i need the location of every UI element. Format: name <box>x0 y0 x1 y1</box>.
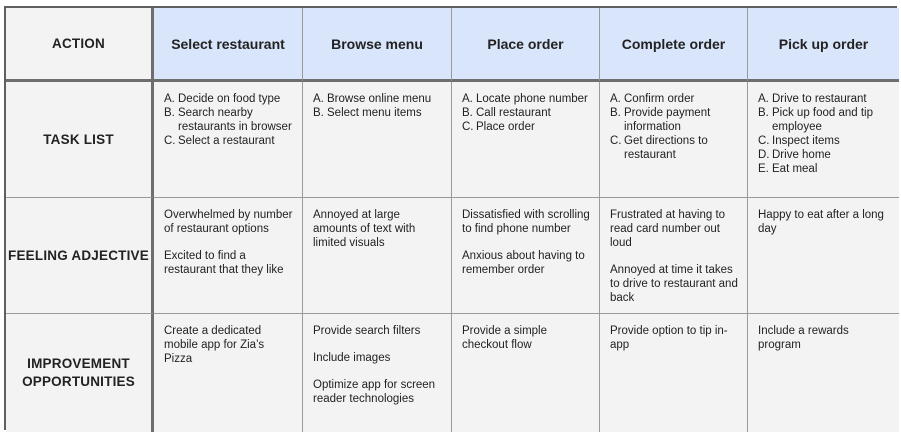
stage-header-complete-order: Complete order <box>600 8 748 82</box>
improvement-text: Provide option to tip in-app <box>610 325 728 351</box>
task-text: Drive home <box>772 149 831 161</box>
task-list-cell <box>452 82 600 198</box>
task-item <box>164 106 294 134</box>
task-marker: B. <box>462 107 473 119</box>
task-text: Search nearby restaurants in browser <box>178 107 292 133</box>
task-item <box>313 92 443 106</box>
task-list-cell <box>154 82 303 198</box>
task-text: Locate phone number <box>476 93 588 105</box>
task-item <box>610 92 739 106</box>
improvement-cell <box>303 314 452 432</box>
row-header-improvement-opportunities: IMPROVEMENT OPPORTUNITIES <box>6 314 154 432</box>
row-header-feeling-adjective: FEELING ADJECTIVE <box>6 198 154 314</box>
task-text: Provide payment information <box>624 107 711 133</box>
task-list <box>164 92 294 148</box>
task-list <box>610 92 739 162</box>
task-marker: A. <box>164 93 175 105</box>
feeling-cell <box>303 198 452 314</box>
task-text: Select menu items <box>327 107 422 119</box>
improvement-text: Provide search filters <box>313 325 421 337</box>
task-list <box>462 92 591 134</box>
task-marker: B. <box>610 107 621 119</box>
feeling-text: Anxious about having to remember order <box>462 250 585 276</box>
task-item <box>758 162 891 176</box>
stage-header-browse-menu: Browse menu <box>303 8 452 82</box>
improvement-text: Create a dedicated mobile app for Zia’s Pizza <box>164 325 265 365</box>
improvement-text: Optimize app for screen reader technologies <box>313 379 436 405</box>
task-marker: B. <box>164 107 175 119</box>
feeling-text: Annoyed at large amounts of text with limited visuals <box>313 209 416 249</box>
feeling-cell <box>154 198 303 314</box>
task-text: Select a restaurant <box>178 135 275 147</box>
task-item <box>462 92 591 106</box>
task-list-cell <box>303 82 452 198</box>
stage-header-place-order: Place order <box>452 8 600 82</box>
task-text: Decide on food type <box>178 93 281 105</box>
improvement-cell <box>600 314 748 432</box>
task-item <box>758 106 891 134</box>
feeling-text: Happy to eat after a long day <box>758 209 884 235</box>
row-header-action: ACTION <box>6 8 154 82</box>
task-item <box>610 106 739 134</box>
improvement-text: Include a rewards program <box>758 325 849 351</box>
feeling-text: Annoyed at time it takes to drive to restaurant and back <box>610 264 738 304</box>
task-text: Confirm order <box>624 93 695 105</box>
row-header-task-list: TASK LIST <box>6 82 154 198</box>
task-marker: B. <box>758 107 769 119</box>
improvement-text: Provide a simple checkout flow <box>462 325 548 351</box>
task-text: Get directions to restaurant <box>624 135 708 161</box>
task-text: Eat meal <box>772 163 818 175</box>
stage-header-select-restaurant: Select restaurant <box>154 8 303 82</box>
task-text: Inspect items <box>772 135 840 147</box>
task-item <box>758 134 891 148</box>
feeling-cell <box>748 198 899 314</box>
stage-header-pick-up-order: Pick up order <box>748 8 899 82</box>
task-text: Place order <box>476 121 535 133</box>
task-marker: A. <box>610 93 621 105</box>
task-marker: A. <box>462 93 473 105</box>
improvement-text: Include images <box>313 352 391 364</box>
task-marker: E. <box>758 163 769 175</box>
task-text: Drive to restaurant <box>772 93 867 105</box>
task-list-cell <box>748 82 899 198</box>
task-list <box>758 92 891 176</box>
feeling-cell <box>452 198 600 314</box>
improvement-cell <box>154 314 303 432</box>
feeling-text: Dissatisfied with scrolling to find phone number <box>462 209 590 235</box>
task-marker: B. <box>313 107 324 119</box>
task-text: Pick up food and tip employee <box>772 107 874 133</box>
task-item <box>462 106 591 120</box>
task-text: Browse online menu <box>327 93 432 105</box>
task-marker: A. <box>758 93 769 105</box>
task-marker: A. <box>313 93 324 105</box>
task-text: Call restaurant <box>476 107 551 119</box>
task-item <box>164 134 294 148</box>
journey-map-table <box>4 6 897 430</box>
improvement-cell <box>748 314 899 432</box>
task-item <box>313 106 443 120</box>
feeling-text: Excited to find a restaurant that they like <box>164 250 284 276</box>
task-marker: C. <box>758 135 770 147</box>
task-item <box>758 92 891 106</box>
task-marker: C. <box>462 121 474 133</box>
task-marker: D. <box>758 149 770 161</box>
task-list <box>313 92 443 120</box>
feeling-text: Frustrated at having to read card number out loud <box>610 209 726 249</box>
task-item <box>758 148 891 162</box>
task-marker: C. <box>610 135 622 147</box>
task-list-cell <box>600 82 748 198</box>
improvement-cell <box>452 314 600 432</box>
task-marker: C. <box>164 135 176 147</box>
task-item <box>610 134 739 162</box>
task-item <box>164 92 294 106</box>
task-item <box>462 120 591 134</box>
feeling-text: Overwhelmed by number of restaurant options <box>164 209 293 235</box>
feeling-cell <box>600 198 748 314</box>
